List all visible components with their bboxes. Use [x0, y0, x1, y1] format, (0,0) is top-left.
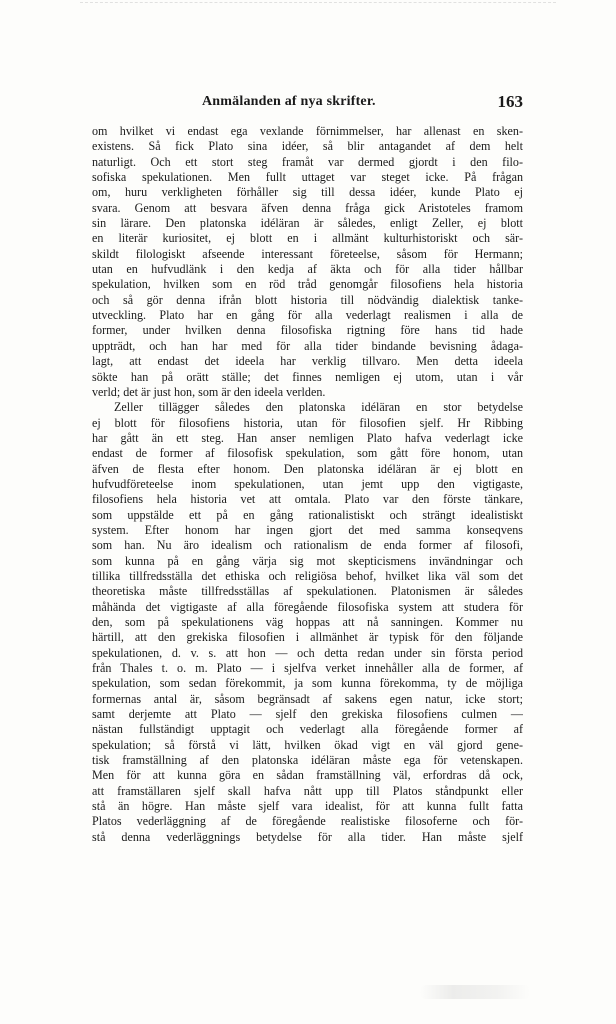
text-line: theoretiska måste tillfredsställas af spekulationen. Platonismen är således — [92, 584, 523, 599]
text-line: Men för att kunna göra en sådan framställning väl, erfordras då ock, — [92, 768, 523, 783]
text-line: Zeller tillägger således den platonska idéläran en stor betydelse — [114, 400, 523, 415]
text-line: spekulationen, d. v. s. att hon — och detta redan under sin första period — [92, 645, 523, 660]
text-line: från Thales t. o. m. Plato — i sjelfva verket innehåller alla de former, af — [92, 661, 523, 676]
text-line: sökte han på orätt ställe; det finnes nemligen ej utom, utan i vår — [92, 369, 523, 384]
text-line: formernas antal är, såsom begränsadt af sakens egen natur, icke stort; — [92, 691, 523, 706]
text-line: och så gör denna ifrån blott historia till nödvändig dialektisk tanke- — [92, 292, 523, 307]
text-line: Platos vederläggning af de föregående realistiske filosoferne och för- — [92, 814, 523, 829]
text-line: om hvilket vi endast ega vexlande förnimmelser, har allenast en sken- — [92, 124, 523, 138]
text-line: stå än högre. Han måste sjelf vara idealist, för att kunna fullt fatta — [92, 799, 523, 814]
text-line: svara. Genom att besvara äfven denna fråga gick Aristoteles framom — [92, 200, 523, 215]
text-line: äfven de flesta efter honom. Den platonska idéläran är ej blott en — [92, 461, 523, 476]
text-line: lagt, att endast det ideela har verklig tillvaro. Men detta ideela — [92, 354, 523, 369]
text-line: tisk framställning af den platonska idéläran måste ega för vetenskapen. — [92, 753, 523, 768]
text-line: utan en hufvudlänk i den kedja af äkta och för alla tider hållbar — [92, 262, 523, 277]
scan-smudge — [420, 985, 530, 999]
text-line: ej blott för filosofiens historia, utan för filosofien sjelf. Hr Ribbing — [92, 415, 523, 430]
text-line: stå denna vederläggnings betydelse för alla tider. Han måste sjelf — [92, 829, 523, 844]
text-line: sin lärare. Den platonska idéläran är således, enligt Zeller, ej blott — [92, 216, 523, 231]
text-line: sofiska spekulationen. Men fullt uttaget var steget icke. På frågan — [92, 170, 523, 185]
text-line: som han. Nu äro idealism och rationalism de enda former af filosofi, — [92, 538, 523, 553]
text-line: existens. Så fick Plato sina idéer, så blir antagandet af dem helt — [92, 139, 523, 154]
text-line: spekulation, hvilken som en röd tråd genomgår filosofiens hela historia — [92, 277, 523, 292]
text-line: att framställaren sjelf skall hafva nått upp till Platos ståndpunkt eller — [92, 783, 523, 798]
text-line: som kunna på en gång värja sig mot skepticismens invändningar och — [92, 553, 523, 568]
text-line: har gått än ett steg. Han anser nemligen Plato hafva vederlagt icke — [92, 430, 523, 445]
paragraph-2 — [92, 400, 523, 845]
text-line: naturligt. Och ett stort steg framåt var dermed gjordt i den filo- — [92, 154, 523, 169]
text-line: hufvudföreteelse inom spekulationen, utan jemt upp den vigtigaste, — [92, 476, 523, 491]
text-line: endast de former af filosofisk spekulation, som gått före honom, utan — [92, 446, 523, 461]
text-line: former, under hvilken denna filosofiska rigtning före hans tid hade — [92, 323, 523, 338]
text-line: samt derjemte att Plato — sjelf den grekiska filosofiens culmen — — [92, 707, 523, 722]
paragraph-1 — [92, 124, 523, 400]
page-edge-divider — [80, 2, 556, 4]
text-line: skildt filologiskt afseende interessant företeelse, såsom för Hermann; — [92, 246, 523, 261]
text-line: spekulation; så förstå vi lätt, hvilken ökad vigt en väl gjord gene- — [92, 737, 523, 752]
text-line: spekulation, som sedan förekommit, ja som kunna förekomma, ty de möjliga — [92, 676, 523, 691]
text-line: måhända det vigtigaste af alla föregående filosofiska system att studera för — [92, 599, 523, 614]
text-line: den, som på spekulationens väg hoppas att nå sanningen. Kommer nu — [92, 615, 523, 629]
text-line: filosofiens hela historia vet att omtala. Plato var den förste tänkare, — [92, 492, 523, 507]
text-line: tillika tillfredsställa det ethiska och religiösa behof, hvilket lika väl som det — [92, 568, 523, 583]
body-text — [92, 124, 523, 845]
text-line: härtill, att den grekiska filosofien i allmänhet är typisk för den följande — [92, 630, 523, 645]
text-line: utveckling. Plato har en gång för alla vederlagt realismen i alla de — [92, 308, 523, 323]
text-line: som uppstälde ett på en gång rationalistiskt och strängt idealistiskt — [92, 507, 523, 522]
text-line: en literär kuriositet, ej blott en i allmänt kulturhistoriskt och sär- — [92, 231, 523, 246]
text-line: nästan fullständigt upptagit och vederlagt alla föregående former af — [92, 722, 523, 737]
running-title: Anmälanden af nya skrifter. — [202, 94, 376, 109]
text-line: uppträdt, och han har med för alla tider bindande bevisning ådaga- — [92, 338, 523, 353]
text-line: om, huru verkligheten förhåller sig till dessa idéer, kunde Plato ej — [92, 185, 523, 200]
page-header — [92, 94, 523, 116]
page-number: 163 — [497, 92, 523, 111]
text-line: verld; det är just hon, som är den ideela verlden. — [92, 384, 326, 399]
text-line: system. Efter honom har ingen gjort det med samma konseqvens — [92, 522, 523, 537]
